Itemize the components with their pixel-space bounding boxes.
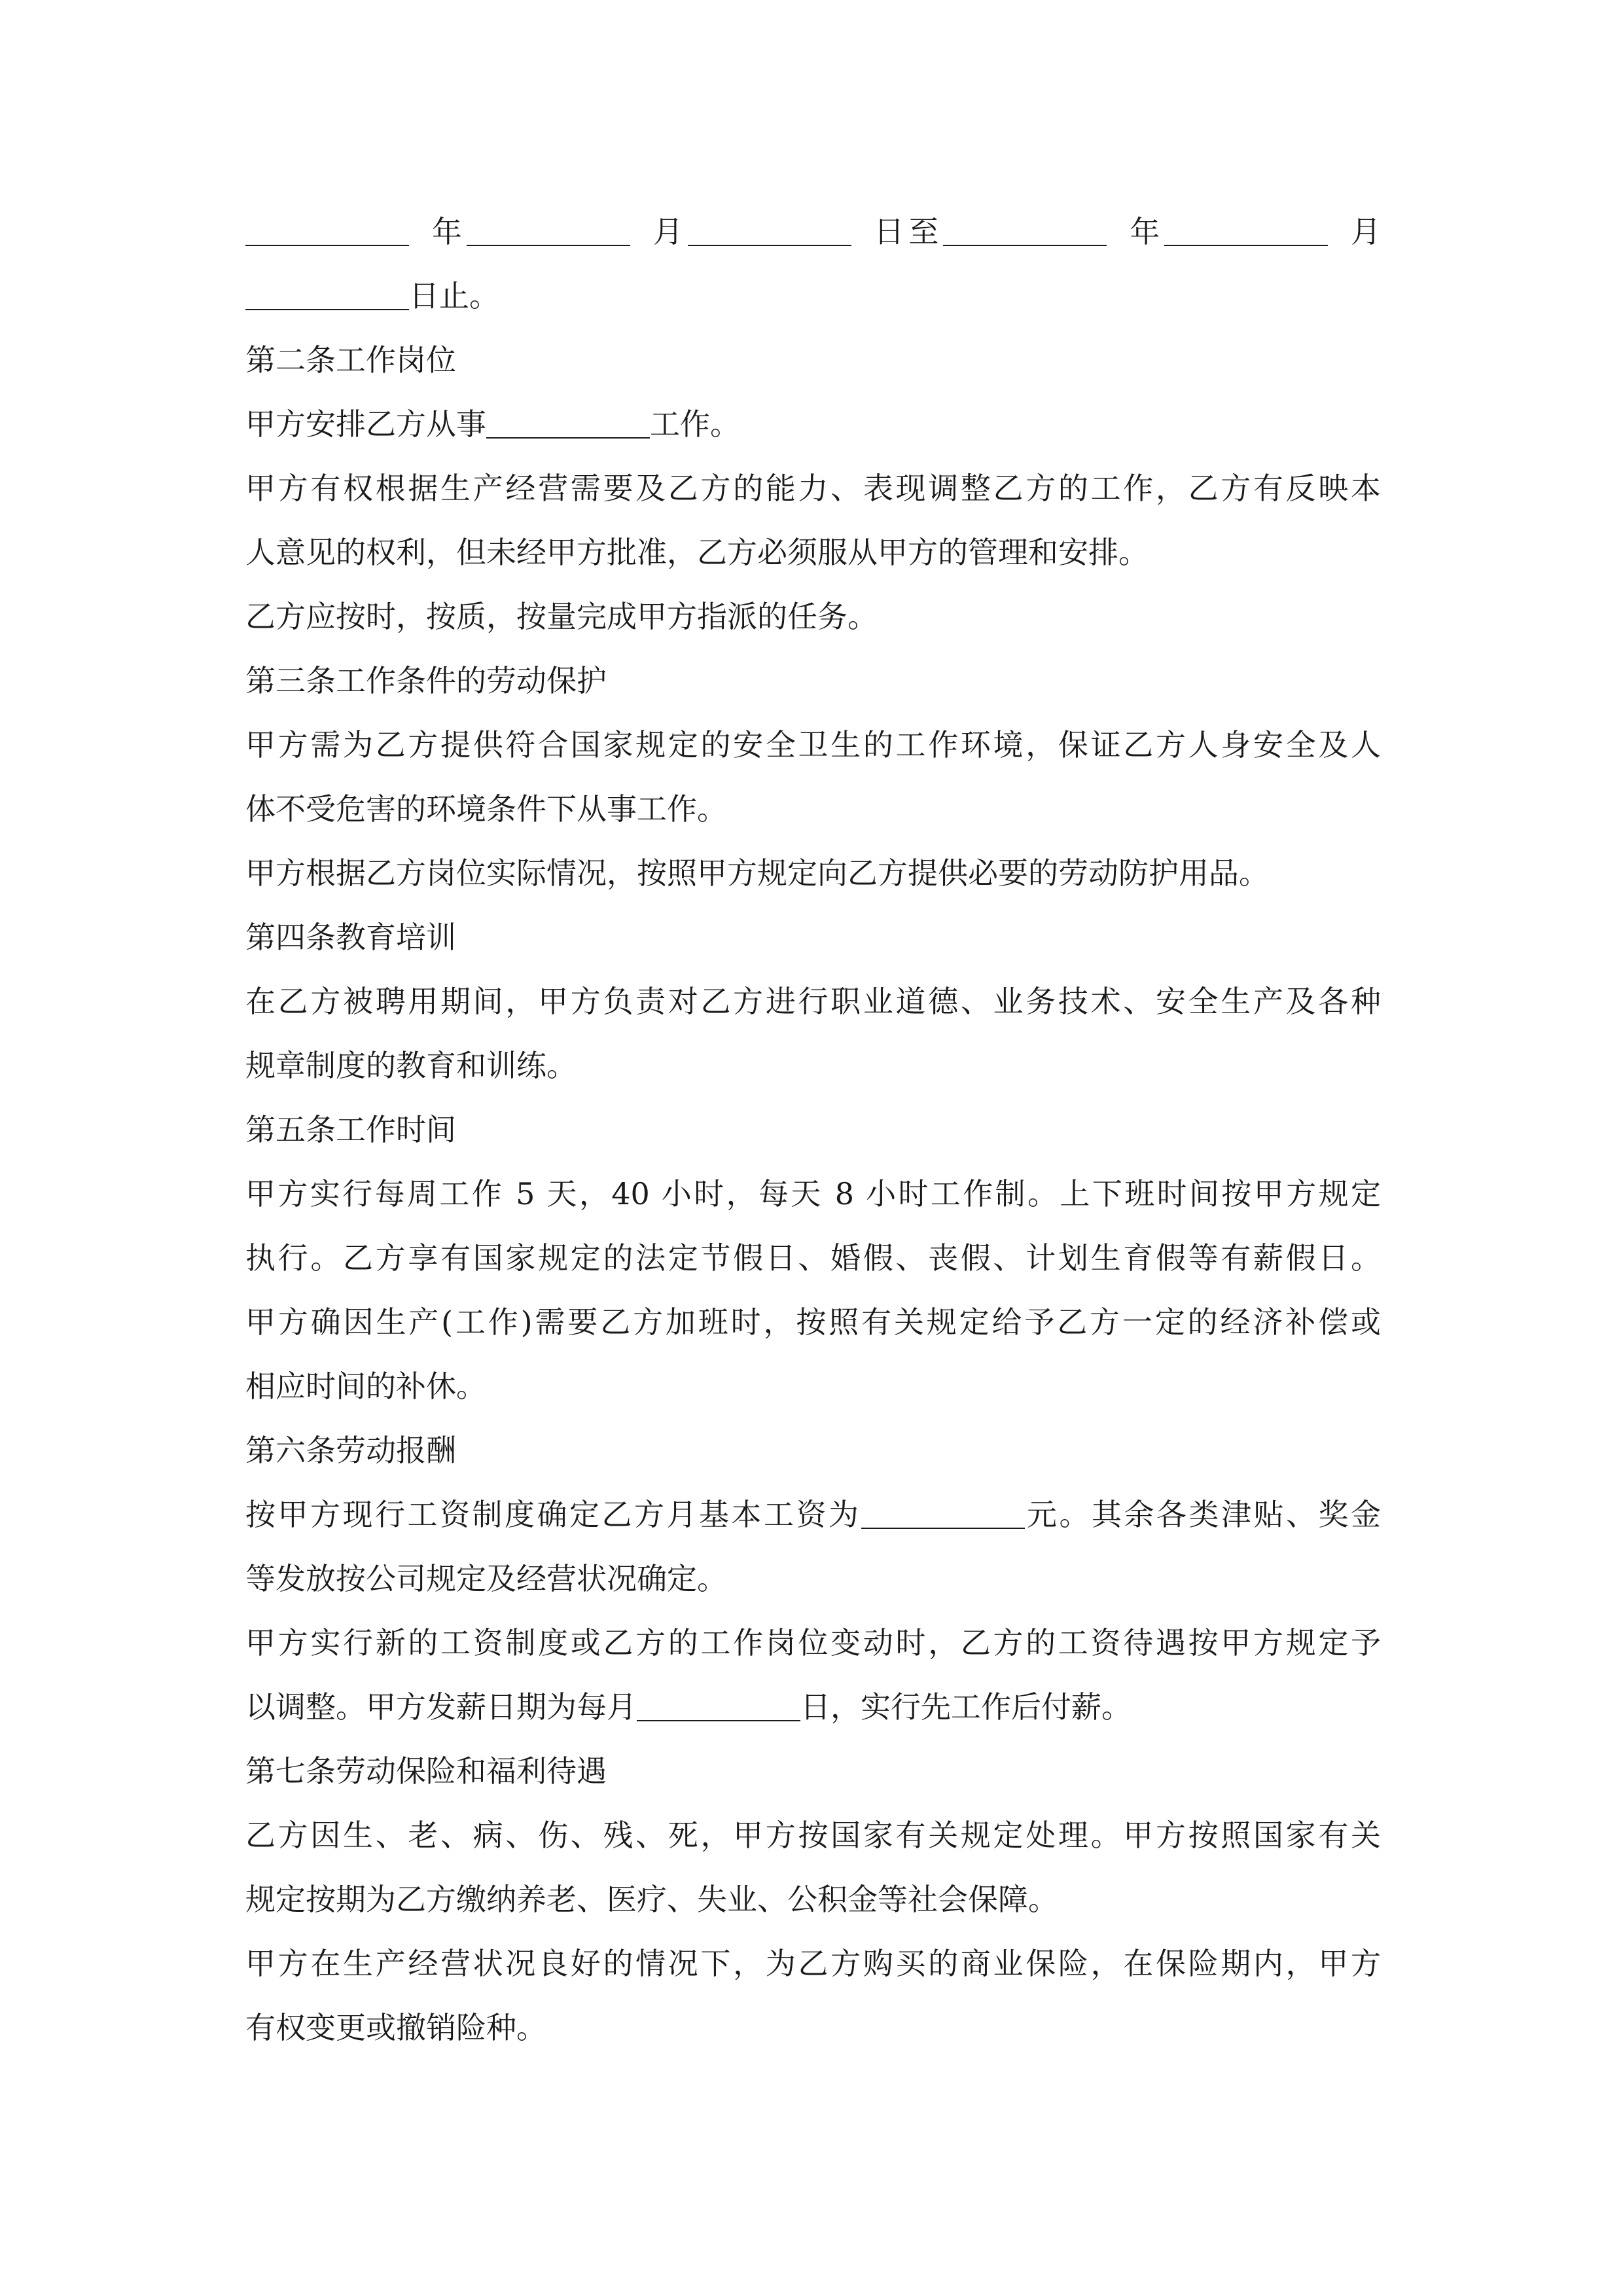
article-6-para-1-line-2: 等发放按公司规定及经营状况确定。 bbox=[245, 1561, 727, 1596]
article-2-para-1 bbox=[245, 392, 1381, 456]
article-6-p2-suffix: 日，实行先工作后付薪。 bbox=[800, 1689, 1132, 1725]
end-day-blank bbox=[245, 279, 409, 310]
end-year-blank bbox=[943, 215, 1107, 246]
article-5-para-1-line-2: 执行。乙方享有国家规定的法定节假日、婚假、丧假、计划生育假等有薪假日。 bbox=[245, 1240, 1381, 1276]
term-date-line bbox=[245, 200, 1381, 264]
article-3-para-1-line-2: 体不受危害的环境条件下从事工作。 bbox=[245, 791, 727, 827]
article-2-para-3: 乙方应按时，按质，按量完成甲方指派的任务。 bbox=[245, 599, 878, 634]
base-salary-blank bbox=[861, 1498, 1025, 1529]
article-5-heading: 第五条工作时间 bbox=[245, 1112, 456, 1147]
article-4-heading: 第四条教育培训 bbox=[245, 920, 456, 955]
article-4-para-1-line-2: 规章制度的教育和训练。 bbox=[245, 1048, 577, 1083]
article-2-para-2-line-1: 甲方有权根据生产经营需要及乙方的能力、表现调整乙方的工作，乙方有反映本 bbox=[245, 471, 1381, 506]
article-6-para-1-line-1 bbox=[245, 1482, 1381, 1547]
article-3-heading: 第三条工作条件的劳动保护 bbox=[245, 663, 607, 698]
article-4-para-1-line-1: 在乙方被聘用期间，甲方负责对乙方进行职业道德、业务技术、安全生产及各种 bbox=[245, 984, 1381, 1019]
payday-blank bbox=[637, 1690, 800, 1721]
contract-body bbox=[245, 200, 1381, 2060]
article-2-heading: 第二条工作岗位 bbox=[245, 342, 456, 378]
article-3-para-2: 甲方根据乙方岗位实际情况，按照甲方规定向乙方提供必要的劳动防护用品。 bbox=[245, 855, 1269, 891]
article-5-para-2-line-2: 相应时间的补休。 bbox=[245, 1369, 486, 1404]
article-3-para-1-line-1: 甲方需为乙方提供符合国家规定的安全卫生的工作环境，保证乙方人身安全及人 bbox=[245, 727, 1381, 762]
article-6-p1-suffix: 元。其余各类津贴、奖金 bbox=[1024, 1497, 1381, 1532]
end-month-blank bbox=[1164, 215, 1328, 246]
term-year2-label: 年 bbox=[1125, 214, 1165, 249]
term-month2-label: 月 bbox=[1346, 214, 1382, 249]
article-6-heading: 第六条劳动报酬 bbox=[245, 1433, 456, 1468]
article-7-para-2-line-2: 有权变更或撤销险种。 bbox=[245, 2010, 546, 2045]
start-year-blank bbox=[245, 215, 409, 246]
start-month-blank bbox=[467, 215, 630, 246]
term-month-label: 月 bbox=[648, 214, 688, 249]
article-5-para-2-line-1: 甲方确因生产(工作)需要乙方加班时，按照有关规定给予乙方一定的经济补偿或 bbox=[245, 1304, 1381, 1340]
term-year-label: 年 bbox=[427, 214, 467, 249]
article-6-para-2-line-2 bbox=[245, 1675, 1381, 1739]
article-7-para-1-line-2: 规定按期为乙方缴纳养老、医疗、失业、公积金等社会保障。 bbox=[245, 1882, 1058, 1917]
term-day-end-label: 日止。 bbox=[409, 278, 499, 314]
term-end-line bbox=[245, 264, 1381, 328]
term-day-to-label: 日至 bbox=[869, 214, 944, 249]
article-7-para-2-line-1: 甲方在生产经营状况良好的情况下，为乙方购买的商业保险，在保险期内，甲方 bbox=[245, 1946, 1381, 1981]
article-5-para-1-line-1: 甲方实行每周工作 5 天，40 小时，每天 8 小时工作制。上下班时间按甲方规定 bbox=[245, 1176, 1381, 1211]
article-7-heading: 第七条劳动保险和福利待遇 bbox=[245, 1753, 607, 1789]
article-2-p1-text: 甲方安排乙方从事 bbox=[245, 406, 486, 442]
job-position-blank bbox=[486, 407, 650, 439]
article-2-p1-suffix: 工作。 bbox=[650, 406, 740, 442]
article-6-p2-text: 以调整。甲方发薪日期为每月 bbox=[245, 1689, 637, 1725]
start-day-blank bbox=[688, 215, 851, 246]
article-2-para-2-line-2: 人意见的权利，但未经甲方批准，乙方必须服从甲方的管理和安排。 bbox=[245, 535, 1149, 570]
article-6-para-2-line-1: 甲方实行新的工资制度或乙方的工作岗位变动时，乙方的工资待遇按甲方规定予 bbox=[245, 1625, 1381, 1660]
article-7-para-1-line-1: 乙方因生、老、病、伤、残、死，甲方按国家有关规定处理。甲方按照国家有关 bbox=[245, 1818, 1381, 1853]
article-6-p1-text: 按甲方现行工资制度确定乙方月基本工资为 bbox=[245, 1497, 861, 1532]
